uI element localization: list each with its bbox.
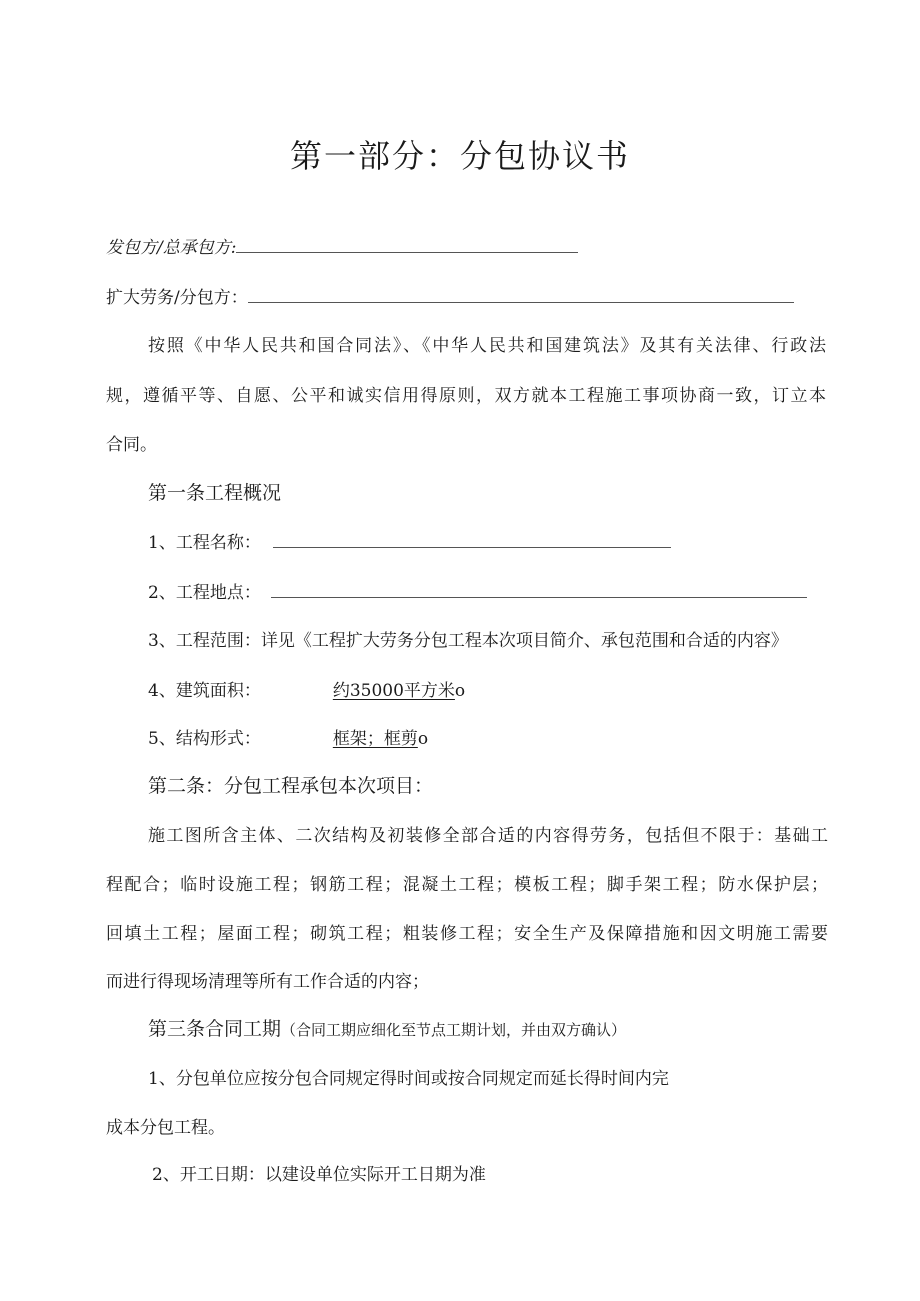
building-area-suffix: o xyxy=(454,681,466,701)
preamble-paragraph xyxy=(106,334,826,358)
article3-heading: 第三条合同工期 xyxy=(148,1018,282,1040)
building-area-line xyxy=(148,679,465,703)
article3-heading-note: （合同工期应细化至节点工期计划，并由双方确认） xyxy=(281,1021,627,1039)
subcontractor-blank xyxy=(248,286,794,303)
contractor-blank xyxy=(236,236,578,253)
article2-line: 程配合；临时设施工程；钢筋工程；混凝土工程；模板工程；脚手架工程；防水保护层； xyxy=(106,875,828,895)
duration-item1-line1: 1、分包单位应按分包合同规定得时间或按合同规定而延长得时间内完 xyxy=(148,1069,669,1089)
project-name-blank xyxy=(273,531,671,548)
article2-line: 而进行得现场清理等所有工作合适的内容； xyxy=(106,972,429,992)
article2-paragraph xyxy=(106,824,828,848)
project-location-label: 2、工程地点： xyxy=(148,583,261,603)
project-scope-line: 3、工程范围：详见《工程扩大劳务分包工程本次项目简介、承包范围和合适的内容》 xyxy=(148,631,788,651)
subcontractor-line xyxy=(106,286,794,310)
building-area-label: 4、建筑面积： xyxy=(148,681,261,701)
project-name-label: 1、工程名称： xyxy=(148,533,261,553)
article2-paragraph-2 xyxy=(106,873,828,897)
article2-heading: 第二条：分包工程承包本次项目： xyxy=(148,775,434,797)
project-name-line xyxy=(148,531,671,555)
start-date-line: 2、开工日期：以建设单位实际开工日期为准 xyxy=(152,1165,486,1185)
structure-type-value: 框架；框剪 xyxy=(332,729,418,749)
project-location-blank xyxy=(271,581,807,598)
article1-heading: 第一条工程概况 xyxy=(148,482,282,504)
project-location-line xyxy=(148,581,807,605)
contractor-label: 发包方/总承包方: xyxy=(106,238,237,258)
preamble-line: 合同。 xyxy=(106,435,157,455)
article2-line: 回填土工程；屋面工程；砌筑工程；粗装修工程；安全生产及保障措施和因文明施工需要 xyxy=(106,924,828,944)
page-title: 第一部分：分包协议书 xyxy=(289,137,630,175)
structure-type-suffix: o xyxy=(417,729,429,749)
contractor-line xyxy=(106,236,578,260)
preamble-line: 规，遵循平等、自愿、公平和诚实信用得原则，双方就本工程施工事项协商一致，订立本 xyxy=(106,386,826,406)
structure-type-line xyxy=(148,727,428,751)
subcontractor-label: 扩大劳务/分包方： xyxy=(106,288,248,308)
building-area-value: 约35000平方米 xyxy=(332,681,455,701)
preamble-line: 按照《中华人民共和国合同法》、《中华人民共和国建筑法》及其有关法律、行政法 xyxy=(148,336,826,356)
structure-type-label: 5、结构形式： xyxy=(148,729,261,749)
article3-heading-line xyxy=(148,1017,626,1042)
preamble-paragraph-2 xyxy=(106,384,826,408)
article2-line: 施工图所含主体、二次结构及初装修全部合适的内容得劳务，包括但不限于：基础工 xyxy=(148,826,828,846)
duration-item1-line2: 成本分包工程。 xyxy=(106,1118,225,1138)
article2-paragraph-3 xyxy=(106,922,828,946)
